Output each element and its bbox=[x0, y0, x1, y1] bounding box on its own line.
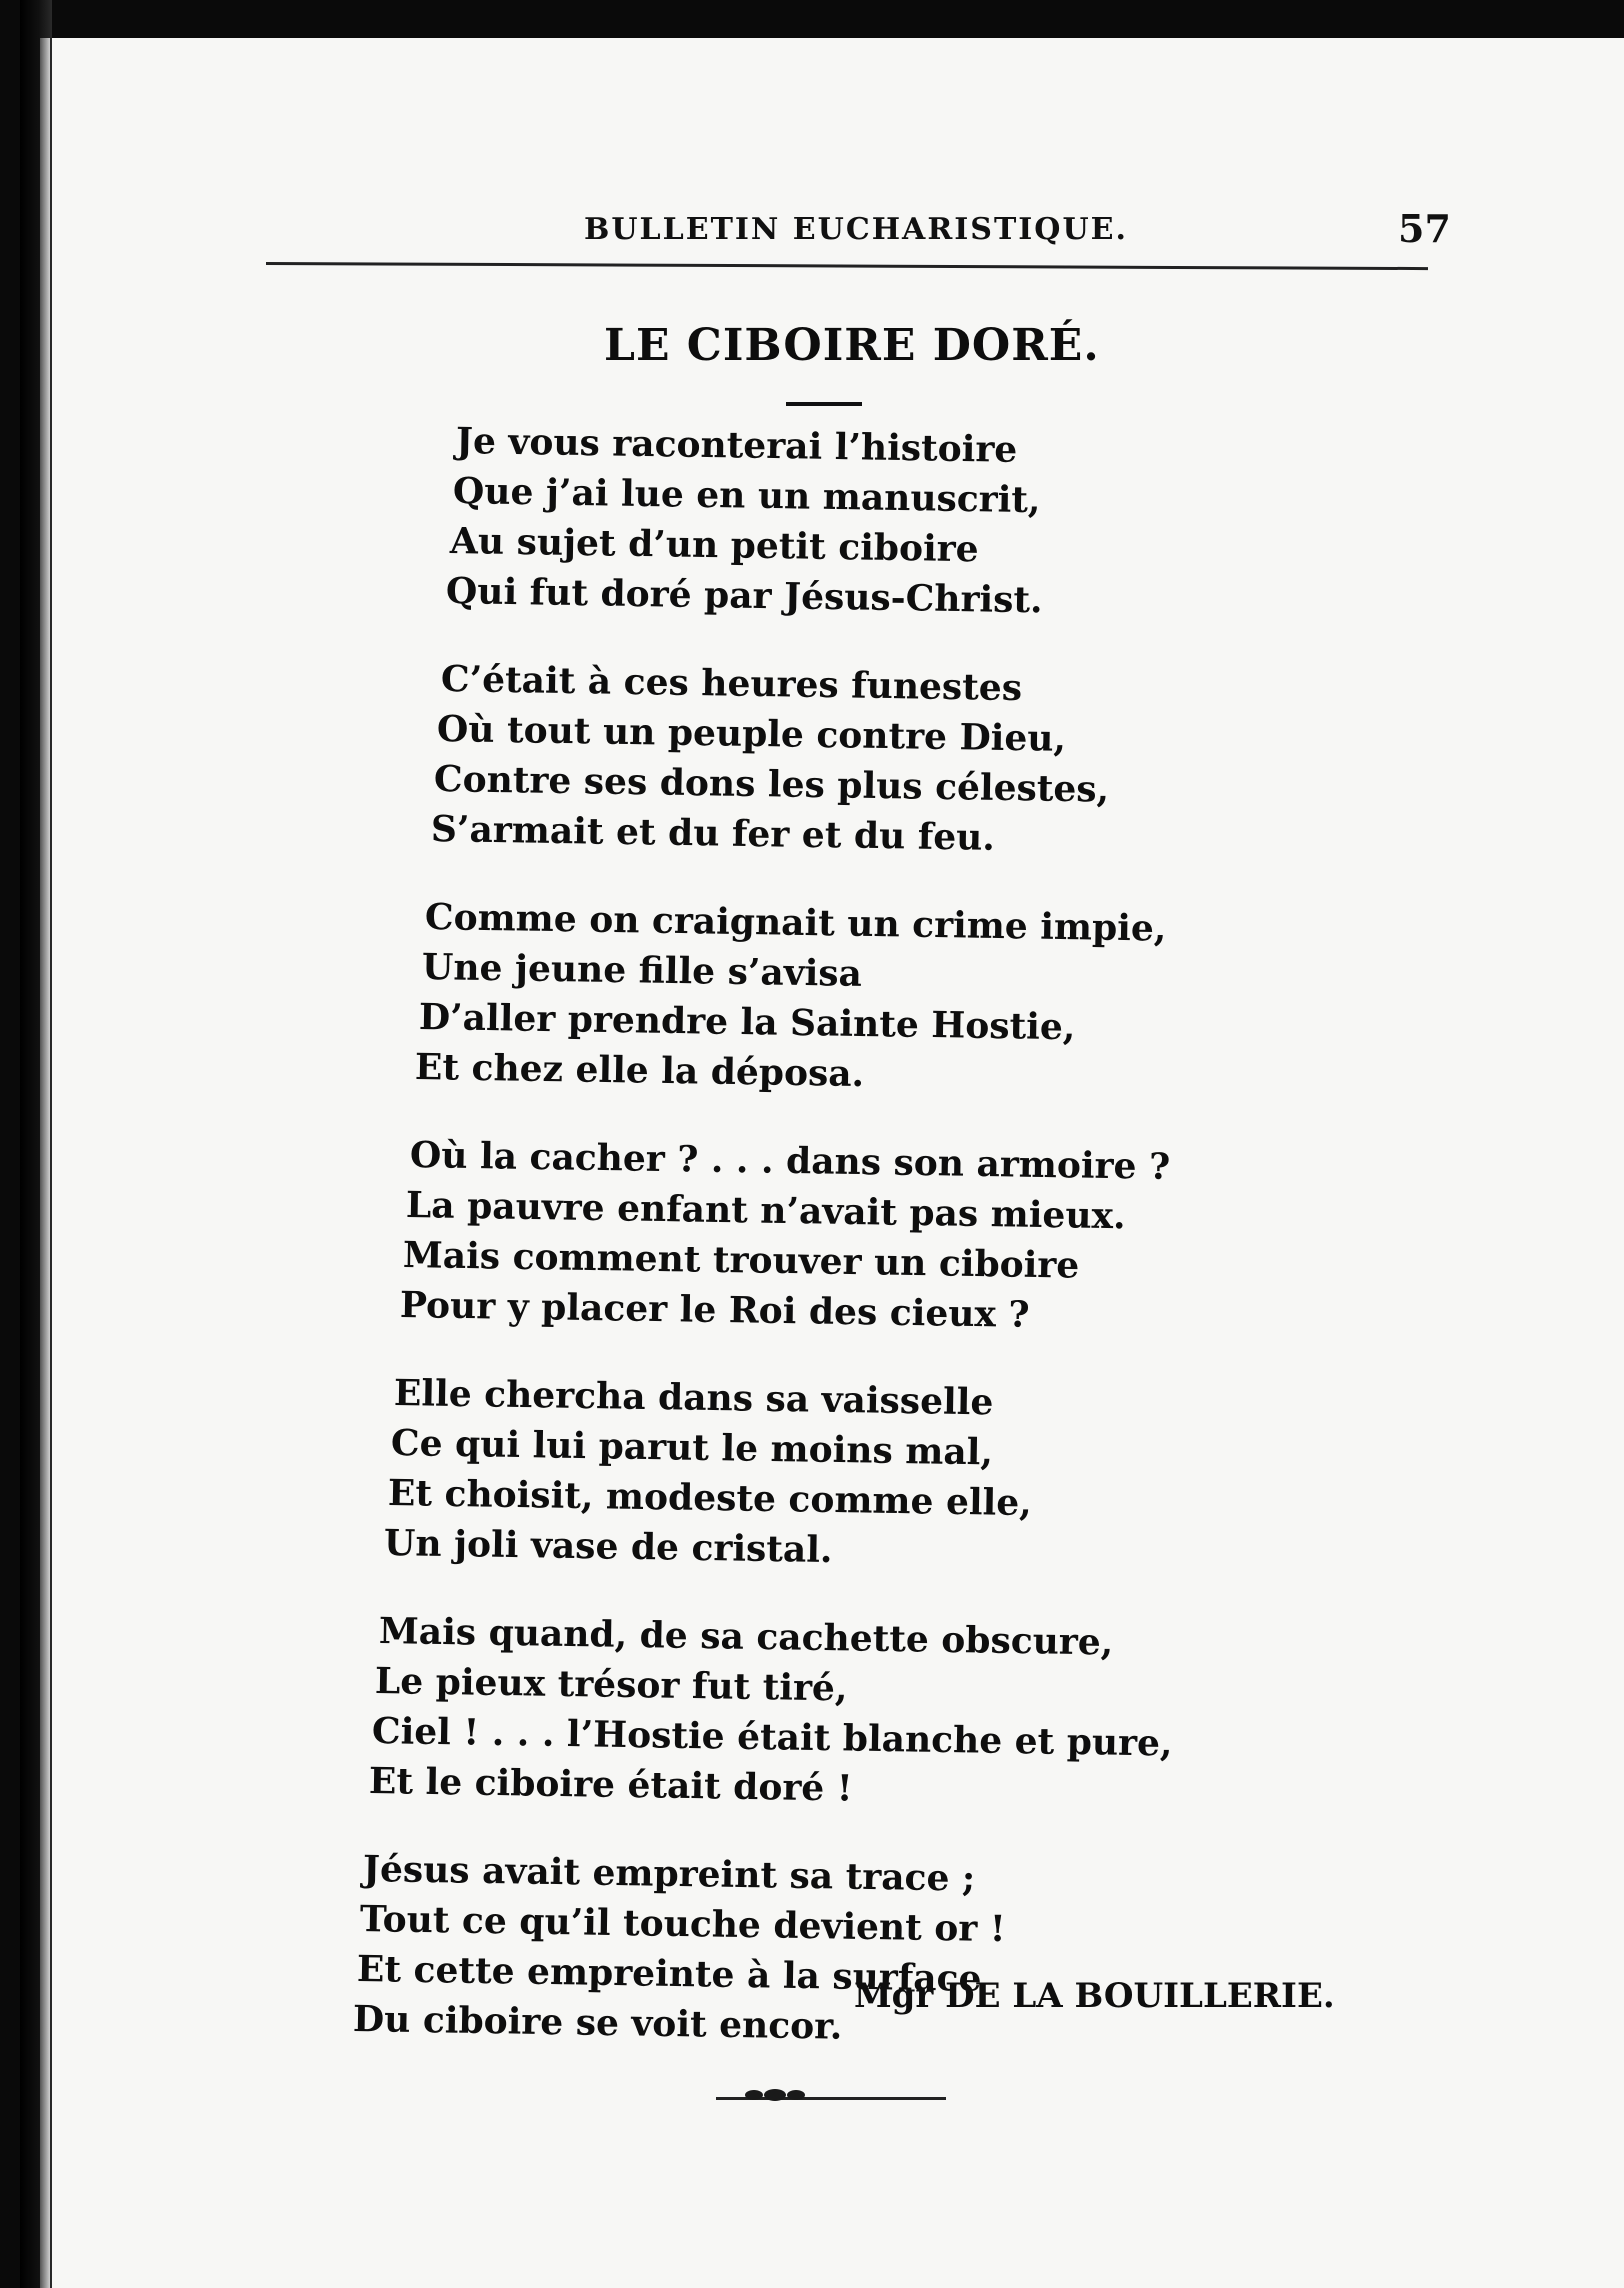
verse-line: Jésus avait empreint sa trace ; bbox=[362, 1848, 976, 1900]
verse-line: Et choisit, modeste comme elle, bbox=[387, 1472, 1032, 1525]
verse-line: La pauvre enfant n’avait pas mieux. bbox=[405, 1184, 1127, 1238]
verse-line: Que j’ai lue en un manuscrit, bbox=[452, 470, 1041, 522]
verse-line: D’aller prendre la Sainte Hostie, bbox=[418, 996, 1076, 1049]
verse-line: Ce qui lui parut le moins mal, bbox=[390, 1422, 994, 1474]
verse-line: Pour y placer le Roi des cieux ? bbox=[399, 1284, 1030, 1336]
verse-line: Et le ciboire était doré ! bbox=[368, 1760, 853, 1810]
title-underline bbox=[786, 402, 862, 406]
verse-line: Où la cacher ? . . . dans son armoire ? bbox=[409, 1134, 1171, 1188]
verse-line: Contre ses dons les plus célestes, bbox=[433, 758, 1110, 811]
verse-line: Comme on craignait un crime impie, bbox=[424, 896, 1167, 950]
verse-line: Tout ce qu’il touche devient or ! bbox=[359, 1898, 1006, 1951]
verse-line: Ciel ! . . . l’Hostie était blanche et pure, bbox=[371, 1710, 1173, 1765]
verse-line: Au sujet d’un petit ciboire bbox=[449, 520, 979, 571]
verse-line: Une jeune fille s’avisa bbox=[421, 946, 863, 995]
page-number: 57 bbox=[1398, 206, 1451, 251]
verse-line: Mais quand, de sa cachette obscure, bbox=[378, 1610, 1114, 1664]
poem-author: Mgr DE LA BOUILLERIE. bbox=[854, 1976, 1335, 2016]
verse-line: Mais comment trouver un ciboire bbox=[402, 1234, 1080, 1287]
running-header-title: BULLETIN EUCHARISTIQUE. bbox=[584, 212, 1128, 247]
verse-line: Où tout un peuple contre Dieu, bbox=[436, 708, 1067, 760]
verse-line: Et cette empreinte à la surface bbox=[356, 1948, 982, 2000]
verse-line: Je vous raconterai l’histoire bbox=[455, 420, 1018, 471]
verse-line: Du ciboire se voit encor. bbox=[353, 1998, 844, 2048]
poem-title: LE CIBOIRE DORÉ. bbox=[604, 320, 1100, 371]
verse-line: Le pieux trésor fut tiré, bbox=[375, 1660, 849, 1710]
verse-line: Qui fut doré par Jésus-Christ. bbox=[445, 570, 1044, 622]
closing-ornament-icon bbox=[740, 2083, 810, 2107]
page-edge bbox=[40, 38, 50, 2288]
verse-line: C’était à ces heures funestes bbox=[440, 658, 1022, 710]
verse-line: Et chez elle la déposa. bbox=[414, 1046, 865, 1096]
verse-line: Elle chercha dans sa vaisselle bbox=[393, 1372, 994, 1424]
verse-line: Un joli vase de cristal. bbox=[384, 1522, 834, 1572]
verse-line: S’armait et du fer et du feu. bbox=[430, 808, 995, 859]
